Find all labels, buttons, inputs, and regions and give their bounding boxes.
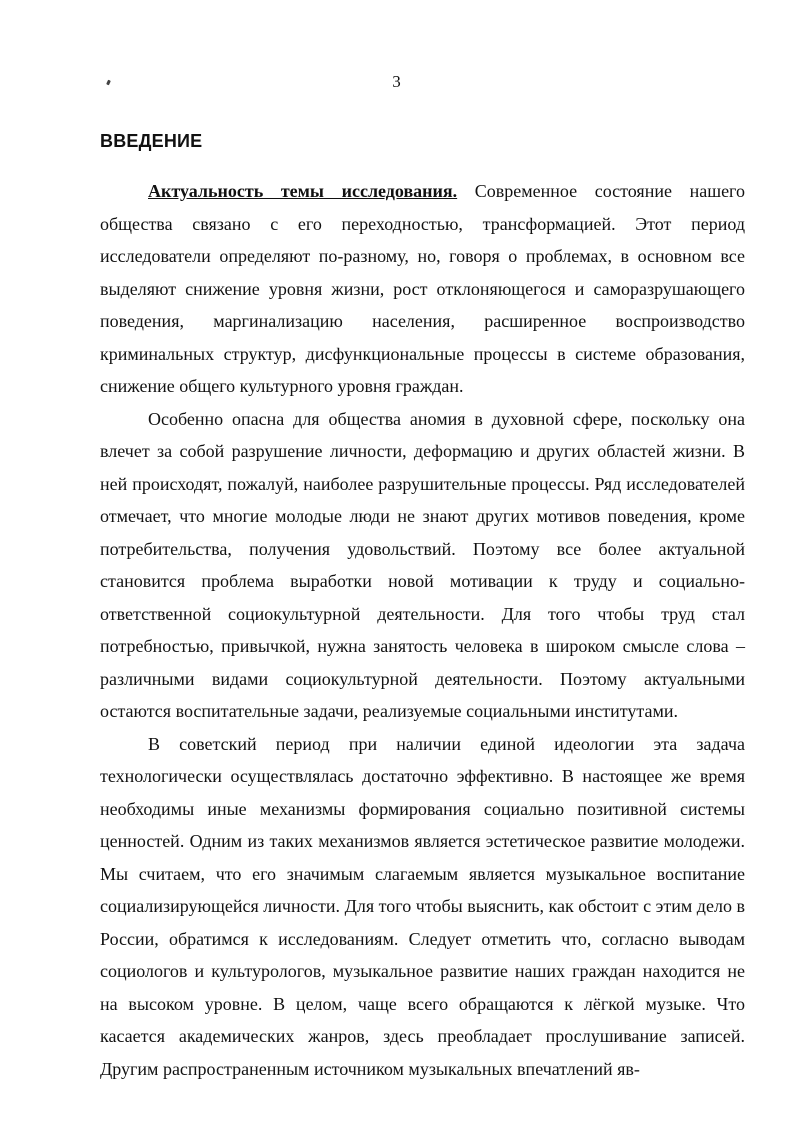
section-heading: ВВЕДЕНИЕ	[100, 131, 203, 151]
page-number: 3	[392, 72, 401, 91]
paragraph-soviet-period: В советский период при наличии единой идеологии эта задача технологически осуществлялась достаточно эффективно. В настоящее же время необходимы иные механизмы формирования социально позитивной системы ценностей. Одним из таких механизмов является эстетическое развитие молодежи. Мы считаем, что его значимым слагаемым является музыкальное воспитание социализирующейся личности. Для того чтобы выяснить, как обстоит с этим дело в России, обратимся к исследованиям. Следует отметить что, согласно выводам социологов и культурологов, музыкальное развитие наших граждан находится не на высоком уровне. В целом, чаще всего обращаются к лёгкой музыке. Что касается академических жанров, здесь преобладает прослушивание записей. Другим распространенным источником музыкальных впечатлений яв-	[100, 733, 745, 1079]
paragraph-lead: Актуальность темы исследования.	[148, 181, 458, 201]
paragraph-anomie: Особенно опасна для общества аномия в духовной сфере, поскольку она влечет за собой разрушение личности, деформацию и других областей жизни. В ней происходят, пожалуй, наиболее разрушительные процессы. Ряд исследователей отмечает, что многие молодые люди не знают других мотивов поведения, кроме потребительства, получения удовольствий. Поэтому все более актуальной становится проблема выработки новой мотивации к труду и социально-ответственной социокультурной деятельности. Для того чтобы труд стал потребностью, привычкой, нужна занятость человека в широком смысле слова – различными видами социокультурной деятельности. Поэтому актуальными остаются воспитательные задачи, реализуемые социальными институтами.	[100, 408, 745, 721]
paragraph-text: Современное состояние нашего общества связано с его переходностью, трансформацией. Этот период исследователи определяют по-разному, но, говоря о проблемах, в основном все выделяют снижение уровня жизни, рост отклоняющегося и саморазрушающего поведения, маргинализацию населения, расширенное воспроизводство криминальных структур, дисфункциональные процессы в системе образования, снижение общего культурного уровня граждан.	[100, 181, 745, 396]
body-text	[100, 175, 745, 1085]
paragraph-relevance	[100, 175, 745, 403]
